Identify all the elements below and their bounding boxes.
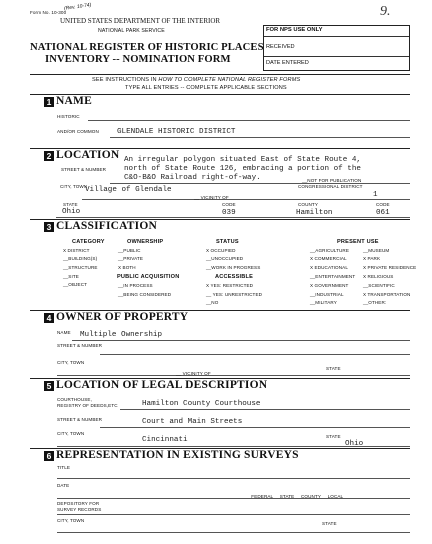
depository-label-1: DEPOSITORY FOR [57,501,100,506]
owner-city-line [57,375,410,376]
sec1-number: 1 [44,97,54,107]
owner-name-value: Multiple Ownership [80,331,163,339]
form-title-line2: INVENTORY -- NOMINATION FORM [45,54,231,65]
present-use-option: __OTHER: [363,300,387,305]
present-use-option: __AGRICULTURE [310,248,349,253]
sec3-number: 3 [44,222,54,232]
courthouse-label-2: REGISTRY OF DEEDS,ETC [57,403,118,408]
common-name-value: GLENDALE HISTORIC DISTRICT [117,128,236,136]
nps-date-entered-label: DATE ENTERED [266,60,309,66]
public-acquisition-heading: PUBLIC ACQUISITION [117,274,180,280]
present-use-option: X PARK [363,256,381,261]
survey-title-line [57,478,410,479]
location-state-label: STATE [63,202,78,207]
location-state-value: Ohio [62,208,81,216]
sec4-title: OWNER OF PROPERTY [56,311,189,323]
location-street-label: STREET & NUMBER [61,167,107,172]
owner-state-label: STATE [326,366,341,371]
county-value: Hamilton [296,209,333,217]
location-city-line [82,199,410,200]
sec2-title: LOCATION [56,149,120,161]
sec1-title: NAME [56,95,92,107]
ownership-option: X BOTH [118,265,136,270]
county-code-value: 061 [376,209,390,217]
county-code-label: CODE [376,202,390,207]
owner-city-label: CITY, TOWN [57,360,85,365]
category-option: __OBJECT [63,282,88,287]
instructions-line2: TYPE ALL ENTRIES -- COMPLETE APPLICABLE SECTIONS [125,85,287,91]
depository-label-2: SURVEY RECORDS [57,507,102,512]
owner-name-line [72,340,410,341]
accessible-option: __NO [206,300,219,305]
courthouse-value: Hamilton County Courthouse [142,400,261,408]
county-label: COUNTY [298,202,318,207]
nps-box-title: FOR NPS USE ONLY [266,27,323,33]
location-street-value-2: north of State Route 126, embracing a portion of the [124,165,361,173]
historic-line [88,120,410,121]
present-use-option: __MILITARY [310,300,337,305]
ownership-option: __PRIVATE [118,256,143,261]
courthouse-line [120,409,410,410]
present-use-option: __SCIENTIFIC [363,283,395,288]
instructions-top-rule [30,74,410,75]
page-mark: 9. [380,4,391,19]
present-use-option: X COMMERCIAL [310,256,347,261]
nps-box-divider-2 [264,56,409,57]
nps-box-divider [264,36,409,37]
ownership-option: __PUBLIC [118,248,141,253]
location-city-value: Village of Glendale [85,186,172,194]
agency-name: UNITED STATES DEPARTMENT OF THE INTERIOR [60,17,221,25]
form-number: Form No. 10-300 [30,10,67,15]
category-option: __STRUCTURE [63,265,98,270]
congressional-district-value: 1 [373,191,378,199]
sec5-number: 5 [44,381,54,391]
state-code-label: CODE [222,202,236,207]
legal-street-label: STREET & NUMBER [57,417,103,422]
status-option: __WORK IN PROGRESS [206,265,261,270]
survey-date-line [57,498,410,499]
present-use-option: X PRIVATE RESIDENCE [363,265,417,270]
status-heading: STATUS [216,239,239,245]
category-heading: CATEGORY [72,239,105,245]
survey-title-label: TITLE [57,465,71,470]
form-revision: (Rev. 10-74) [63,2,92,12]
legal-city-line [57,446,410,447]
sec3-title: CLASSIFICATION [56,220,157,232]
present-use-option: __ENTERTAINMENT [310,274,356,279]
ownership-heading: OWNERSHIP [127,239,164,245]
nps-received-label: RECEIVED [266,44,295,50]
owner-vicinity-label: __ VICINITY OF [176,371,211,376]
sec6-number: 6 [44,451,54,461]
sec4-number: 4 [44,313,54,323]
public-acquisition-option: __IN PROCESS [118,283,153,288]
legal-city-value: Cincinnati [142,436,188,444]
historic-label: HISTORIC [57,114,80,119]
present-use-option: X GOVERNMENT [310,283,349,288]
location-street-value-3: C&O-B&O Railroad right-of-way. [124,174,261,182]
category-option: __SITE [63,274,79,279]
status-option: X OCCUPIED [206,248,236,253]
owner-street-label: STREET & NUMBER [57,343,103,348]
legal-street-value: Court and Main Streets [142,418,243,426]
survey-state-label: STATE [322,521,337,526]
present-use-option: __MUSEUM [363,248,390,253]
common-name-line [110,137,410,138]
instructions-reference: HOW TO COMPLETE NATIONAL REGISTER FORMS [158,77,301,83]
sec6-title: REPRESENTATION IN EXISTING SURVEYS [56,449,299,461]
present-use-option: X RELIGIOUS [363,274,394,279]
form-title-line1: NATIONAL REGISTER OF HISTORIC PLACES [30,42,264,53]
instructions-prefix: SEE INSTRUCTIONS IN [92,77,159,83]
category-option: __BUILDING(S) [63,256,98,261]
location-street-line [110,183,410,184]
common-name-label: AND/OR COMMON [57,129,99,134]
location-vicinity-label: __ VICINITY OF [194,195,229,200]
present-use-option: X EDUCATIONAL [310,265,348,270]
sec2-number: 2 [44,151,54,161]
status-option: __UNOCCUPIED [206,256,244,261]
present-use-option: __INDUSTRIAL [310,292,344,297]
location-street-value-1: An irregular polygon situated East of State Route 4, [124,156,361,164]
survey-city-line [57,532,410,533]
location-city-label: CITY, TOWN [60,184,88,189]
owner-name-label: NAME [57,330,71,335]
service-name: NATIONAL PARK SERVICE [98,28,165,34]
owner-street-line [100,354,410,355]
legal-street-line [100,427,410,428]
congressional-district-label: CONGRESSIONAL DISTRICT [298,184,363,189]
legal-state-value: Ohio [345,440,364,448]
present-use-option: X TRANSPORTATION [363,292,411,297]
survey-level-options: __FEDERAL __STATE __COUNTY __LOCAL [246,494,344,499]
accessible-heading: ACCESSIBLE [215,274,254,280]
location-state-line [56,217,410,218]
instructions-line1 [92,77,300,83]
legal-city-label: CITY, TOWN [57,431,85,436]
present-use-heading: PRESENT USE [337,239,379,245]
courthouse-label-1: COURTHOUSE, [57,397,92,402]
accessible-option: X YES: RESTRICTED [206,283,254,288]
survey-city-label: CITY, TOWN [57,518,85,523]
not-for-publication: __NOT FOR PUBLICATION [302,178,362,183]
state-code-value: 039 [222,209,236,217]
nps-use-box [263,25,410,71]
survey-date-label: DATE [57,483,70,488]
depository-line [57,514,410,515]
category-option: X DISTRICT [63,248,90,253]
sec5-title: LOCATION OF LEGAL DESCRIPTION [56,379,268,391]
accessible-option: __ YES: UNRESTRICTED [206,292,263,297]
legal-state-label: STATE [326,434,341,439]
public-acquisition-option: __BEING CONSIDERED [118,292,172,297]
